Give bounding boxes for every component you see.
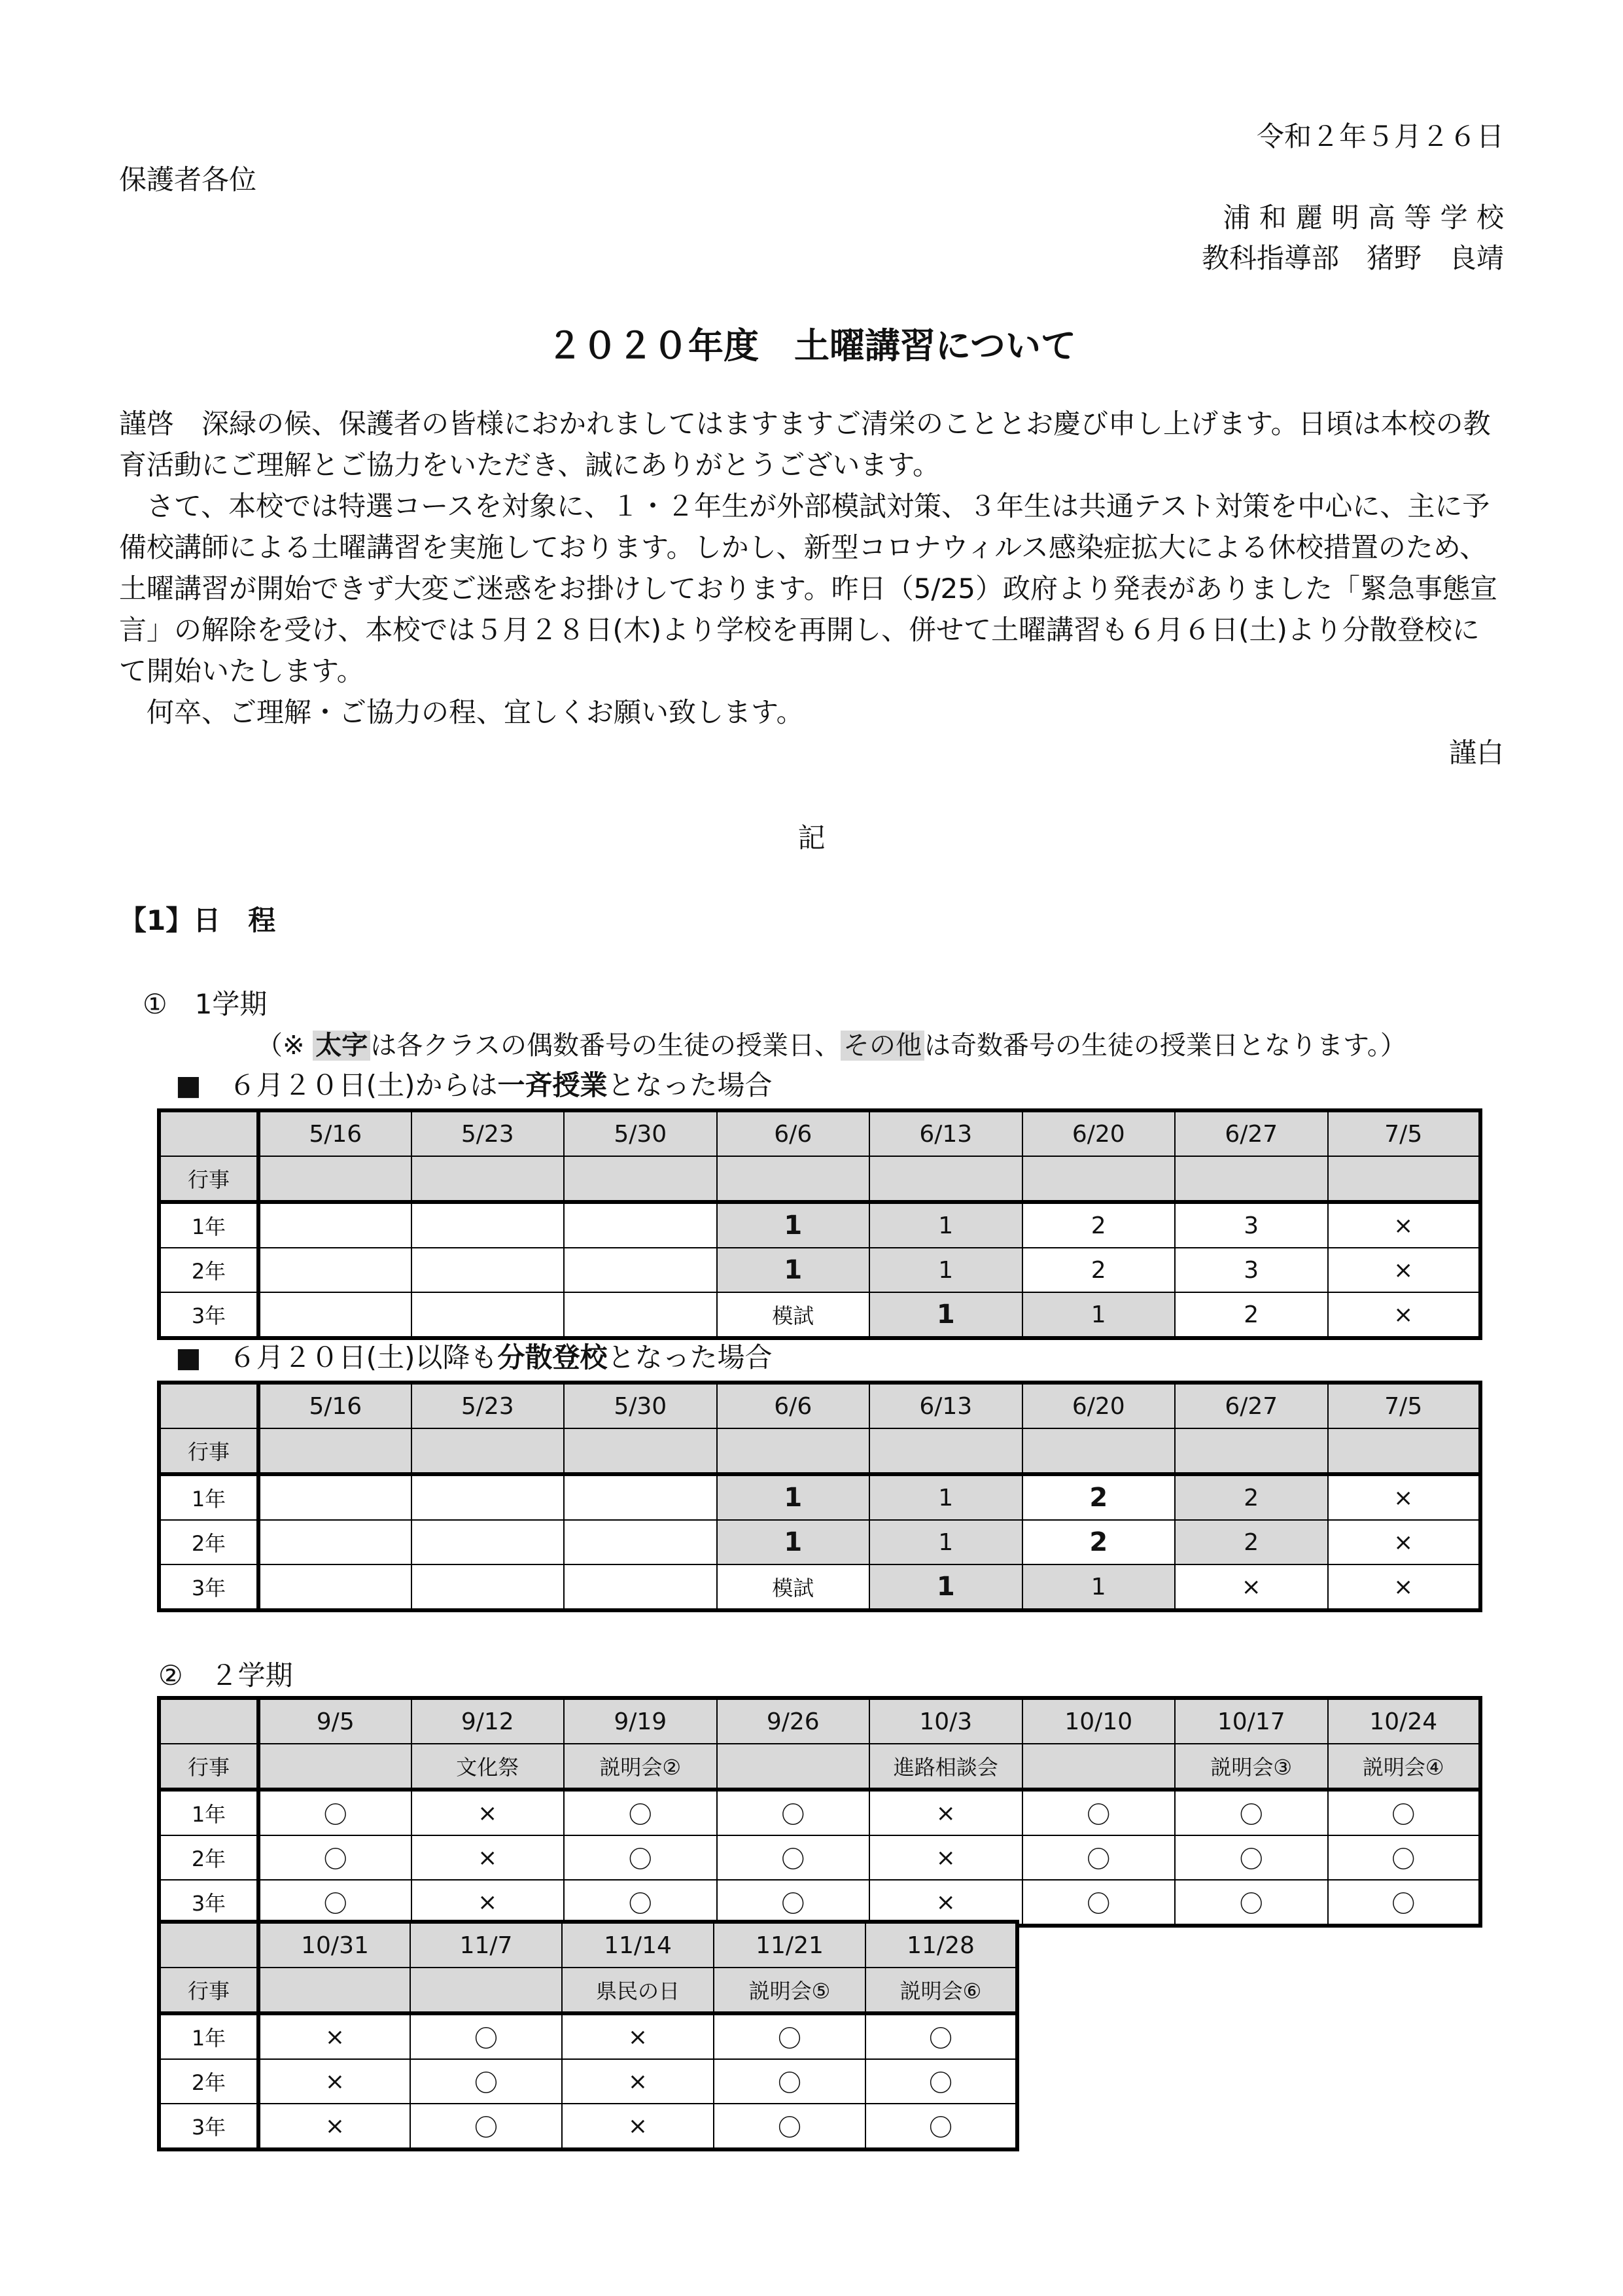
schedule-cell xyxy=(411,1564,565,1610)
schedule-cell: 1 xyxy=(869,1292,1022,1338)
ki-mark: 記 xyxy=(797,822,826,854)
schedule-cell: 〇 xyxy=(564,1880,717,1926)
schedule-table-term1-case-a xyxy=(157,1108,1482,1340)
date-cell: 6/6 xyxy=(717,1383,870,1428)
schedule-cell: 〇 xyxy=(717,1880,870,1926)
schedule-cell xyxy=(258,1520,411,1564)
schedule-cell: 2 xyxy=(1022,1202,1176,1248)
event-cell xyxy=(717,1428,870,1474)
date-cell: 9/5 xyxy=(258,1698,411,1744)
row-label-event: 行事 xyxy=(159,1968,258,2013)
schedule-cell: × xyxy=(258,2104,410,2149)
legend-note: （※ 太字 は各クラスの偶数番号の生徒の授業日、 その他 は奇数番号の生徒の授業日となります。） xyxy=(256,1031,1406,1061)
event-cell xyxy=(564,1156,717,1202)
date-cell: 10/3 xyxy=(869,1698,1022,1744)
schedule-cell: 〇 xyxy=(714,2059,865,2104)
schedule-cell: 〇 xyxy=(714,2104,865,2149)
schedule-cell: 2 xyxy=(1022,1474,1176,1520)
case-b-heading: ■ ６月２０日(土)以降も分散登校となった場合 xyxy=(175,1341,773,1373)
schedule-cell: 2 xyxy=(1022,1520,1176,1564)
date-cell: 11/28 xyxy=(865,1922,1017,1968)
schedule-cell: 〇 xyxy=(410,2104,562,2149)
schedule-cell: 〇 xyxy=(1328,1790,1481,1835)
schedule-cell: 〇 xyxy=(1175,1790,1328,1835)
schedule-cell: × xyxy=(411,1835,565,1880)
schedule-cell: × xyxy=(1175,1564,1328,1610)
event-cell xyxy=(258,1156,411,1202)
schedule-cell xyxy=(411,1520,565,1564)
schedule-cell: 1 xyxy=(717,1474,870,1520)
schedule-cell: × xyxy=(869,1835,1022,1880)
event-cell xyxy=(410,1968,562,2013)
schedule-cell: × xyxy=(562,2013,714,2059)
schedule-cell: 〇 xyxy=(1022,1835,1176,1880)
event-cell xyxy=(869,1156,1022,1202)
document-title: ２０２０年度 土曜講習について xyxy=(547,325,1076,366)
schedule-cell: 〇 xyxy=(865,2104,1017,2149)
schedule-cell: 〇 xyxy=(1022,1880,1176,1926)
schedule-cell: 1 xyxy=(717,1520,870,1564)
schedule-table-term2-part2 xyxy=(157,1920,1019,2151)
schedule-cell: 〇 xyxy=(1175,1880,1328,1926)
schedule-cell: × xyxy=(411,1790,565,1835)
schedule-cell xyxy=(411,1248,565,1292)
paragraph-main: さて、本校では特選コースを対象に、１・２年生が外部模試対策、３年生は共通テスト対策を中心に、主に予備校講師による土曜講習を実施しております。しかし、新型コロナウィルス感染症拡大による休校措置のため、土曜講習が開始できず大変ご迷惑をお掛けしております。昨日（5/25）政府より発表がありました「緊急事態宣言」の解除を受け、本校では５月２８日(木)より学校を再開し、併せて土曜講習も６月６日(土)より分散登校にて開始いたします。 xyxy=(119,490,1497,687)
schedule-table-term1-case-b xyxy=(157,1381,1482,1612)
date-cell: 5/23 xyxy=(411,1383,565,1428)
schedule-cell: 〇 xyxy=(1328,1835,1481,1880)
row-label-year1: 1年 xyxy=(159,1474,258,1520)
date-cell: 6/20 xyxy=(1022,1110,1176,1156)
date-cell: 11/21 xyxy=(714,1922,865,1968)
event-cell xyxy=(1022,1428,1176,1474)
event-cell xyxy=(869,1428,1022,1474)
event-cell: 説明会④ xyxy=(1328,1744,1481,1790)
schedule-cell: × xyxy=(258,2013,410,2059)
schedule-cell: 〇 xyxy=(1022,1790,1176,1835)
row-label-year2: 2年 xyxy=(159,2059,258,2104)
row-label-year2: 2年 xyxy=(159,1248,258,1292)
case-a-heading: ■ ６月２０日(土)からは一斉授業となった場合 xyxy=(175,1069,773,1101)
schedule-cell: 〇 xyxy=(564,1835,717,1880)
schedule-cell xyxy=(564,1248,717,1292)
schedule-cell xyxy=(564,1520,717,1564)
schedule-cell: 1 xyxy=(717,1202,870,1248)
schedule-cell xyxy=(411,1202,565,1248)
legend-other-label: その他 xyxy=(841,1031,924,1061)
date-cell: 7/5 xyxy=(1328,1383,1481,1428)
schedule-cell xyxy=(258,1292,411,1338)
schedule-cell: 2 xyxy=(1175,1474,1328,1520)
schedule-cell xyxy=(258,1202,411,1248)
schedule-cell: × xyxy=(869,1790,1022,1835)
date-cell: 10/17 xyxy=(1175,1698,1328,1744)
event-cell xyxy=(411,1156,565,1202)
date-cell: 6/13 xyxy=(869,1383,1022,1428)
schedule-cell: 1 xyxy=(1022,1564,1176,1610)
corner-cell xyxy=(159,1698,258,1744)
row-label-year2: 2年 xyxy=(159,1835,258,1880)
event-cell: 説明会⑤ xyxy=(714,1968,865,2013)
school-name: 浦 和 麗 明 高 等 学 校 xyxy=(1223,202,1504,234)
row-label-event: 行事 xyxy=(159,1744,258,1790)
event-cell xyxy=(258,1744,411,1790)
paragraph-greeting: 謹啓 深緑の候、保護者の皆様におかれましてはますますご清栄のこととお慶び申し上げます。日頃は本校の教育活動にご理解とご協力をいただき、誠にありがとうございます。 xyxy=(119,408,1491,481)
schedule-cell: × xyxy=(411,1880,565,1926)
schedule-cell: 1 xyxy=(869,1202,1022,1248)
row-label-year3: 3年 xyxy=(159,2104,258,2149)
schedule-cell: 1 xyxy=(717,1248,870,1292)
schedule-cell: × xyxy=(562,2104,714,2149)
schedule-cell: × xyxy=(1328,1292,1481,1338)
date-cell: 6/20 xyxy=(1022,1383,1176,1428)
legend-bold-label: 太字 xyxy=(313,1031,370,1061)
event-cell xyxy=(1328,1156,1481,1202)
row-label-event: 行事 xyxy=(159,1156,258,1202)
date-cell: 5/30 xyxy=(564,1110,717,1156)
term2-label: ② ２学期 xyxy=(158,1659,293,1691)
schedule-cell: 模試 xyxy=(717,1292,870,1338)
recipient: 保護者各位 xyxy=(119,164,257,196)
date-cell: 6/6 xyxy=(717,1110,870,1156)
schedule-cell: 3 xyxy=(1175,1202,1328,1248)
date-cell: 9/26 xyxy=(717,1698,870,1744)
date-cell: 9/12 xyxy=(411,1698,565,1744)
schedule-cell: 1 xyxy=(869,1564,1022,1610)
event-cell xyxy=(258,1428,411,1474)
date-cell: 5/23 xyxy=(411,1110,565,1156)
row-label-year1: 1年 xyxy=(159,2013,258,2059)
event-cell xyxy=(1328,1428,1481,1474)
document-date: 令和２年５月２６日 xyxy=(1256,120,1504,152)
event-cell: 県民の日 xyxy=(562,1968,714,2013)
schedule-cell: 2 xyxy=(1175,1520,1328,1564)
schedule-cell: 〇 xyxy=(717,1835,870,1880)
schedule-cell: 〇 xyxy=(410,2013,562,2059)
schedule-cell: 〇 xyxy=(1175,1835,1328,1880)
event-cell xyxy=(1175,1156,1328,1202)
schedule-cell: 〇 xyxy=(564,1790,717,1835)
schedule-cell: 〇 xyxy=(717,1790,870,1835)
schedule-cell: × xyxy=(1328,1520,1481,1564)
row-label-year3: 3年 xyxy=(159,1292,258,1338)
schedule-cell xyxy=(258,1474,411,1520)
row-label-year1: 1年 xyxy=(159,1790,258,1835)
date-cell: 10/10 xyxy=(1022,1698,1176,1744)
date-cell: 11/7 xyxy=(410,1922,562,1968)
schedule-cell: 1 xyxy=(869,1248,1022,1292)
row-label-year1: 1年 xyxy=(159,1202,258,1248)
schedule-cell: 〇 xyxy=(258,1880,411,1926)
section-heading-schedule: 【1】日 程 xyxy=(119,904,276,936)
schedule-cell: 2 xyxy=(1175,1292,1328,1338)
event-cell xyxy=(717,1156,870,1202)
schedule-cell: 1 xyxy=(1022,1292,1176,1338)
schedule-cell: × xyxy=(1328,1474,1481,1520)
date-cell: 9/19 xyxy=(564,1698,717,1744)
event-cell: 文化祭 xyxy=(411,1744,565,1790)
schedule-cell: 1 xyxy=(869,1520,1022,1564)
event-cell xyxy=(717,1744,870,1790)
date-cell: 7/5 xyxy=(1328,1110,1481,1156)
event-cell xyxy=(258,1968,410,2013)
date-cell: 11/14 xyxy=(562,1922,714,1968)
event-cell: 説明会② xyxy=(564,1744,717,1790)
date-cell: 6/27 xyxy=(1175,1110,1328,1156)
schedule-cell xyxy=(258,1248,411,1292)
corner-cell xyxy=(159,1922,258,1968)
schedule-cell: 模試 xyxy=(717,1564,870,1610)
schedule-cell: × xyxy=(1328,1564,1481,1610)
date-cell: 6/27 xyxy=(1175,1383,1328,1428)
schedule-cell xyxy=(258,1564,411,1610)
schedule-cell: 〇 xyxy=(258,1835,411,1880)
schedule-cell xyxy=(564,1292,717,1338)
date-cell: 10/31 xyxy=(258,1922,410,1968)
schedule-cell: 1 xyxy=(869,1474,1022,1520)
schedule-cell xyxy=(564,1474,717,1520)
schedule-cell: 2 xyxy=(1022,1248,1176,1292)
department-author: 教科指導部 猪野 良靖 xyxy=(1201,242,1504,274)
schedule-cell xyxy=(411,1292,565,1338)
date-cell: 10/24 xyxy=(1328,1698,1481,1744)
schedule-cell: 〇 xyxy=(410,2059,562,2104)
schedule-cell: 〇 xyxy=(865,2013,1017,2059)
schedule-cell: 〇 xyxy=(714,2013,865,2059)
corner-cell xyxy=(159,1110,258,1156)
term1-label: ① 1学期 xyxy=(143,988,268,1020)
closing-word: 謹白 xyxy=(1448,737,1504,769)
schedule-cell: 〇 xyxy=(865,2059,1017,2104)
schedule-cell xyxy=(564,1202,717,1248)
row-label-year2: 2年 xyxy=(159,1520,258,1564)
schedule-table-term2-part1 xyxy=(157,1696,1482,1928)
schedule-cell xyxy=(411,1474,565,1520)
schedule-cell: × xyxy=(1328,1202,1481,1248)
schedule-cell xyxy=(564,1564,717,1610)
row-label-year3: 3年 xyxy=(159,1564,258,1610)
schedule-cell: 3 xyxy=(1175,1248,1328,1292)
schedule-cell: × xyxy=(1328,1248,1481,1292)
date-cell: 5/16 xyxy=(258,1110,411,1156)
event-cell: 説明会③ xyxy=(1175,1744,1328,1790)
schedule-cell: 〇 xyxy=(258,1790,411,1835)
event-cell: 説明会⑥ xyxy=(865,1968,1017,2013)
paragraph-request: 何卒、ご理解・ご協力の程、宜しくお願い致します。 xyxy=(119,696,804,728)
event-cell xyxy=(1175,1428,1328,1474)
row-label-year3: 3年 xyxy=(159,1880,258,1926)
date-cell: 5/16 xyxy=(258,1383,411,1428)
event-cell xyxy=(564,1428,717,1474)
schedule-cell: 〇 xyxy=(1328,1880,1481,1926)
corner-cell xyxy=(159,1383,258,1428)
date-cell: 6/13 xyxy=(869,1110,1022,1156)
row-label-event: 行事 xyxy=(159,1428,258,1474)
schedule-cell: × xyxy=(258,2059,410,2104)
schedule-cell: × xyxy=(562,2059,714,2104)
event-cell: 進路相談会 xyxy=(869,1744,1022,1790)
date-cell: 5/30 xyxy=(564,1383,717,1428)
letter-body xyxy=(119,403,1506,733)
event-cell xyxy=(1022,1744,1176,1790)
event-cell xyxy=(411,1428,565,1474)
event-cell xyxy=(1022,1156,1176,1202)
schedule-cell: × xyxy=(869,1880,1022,1926)
